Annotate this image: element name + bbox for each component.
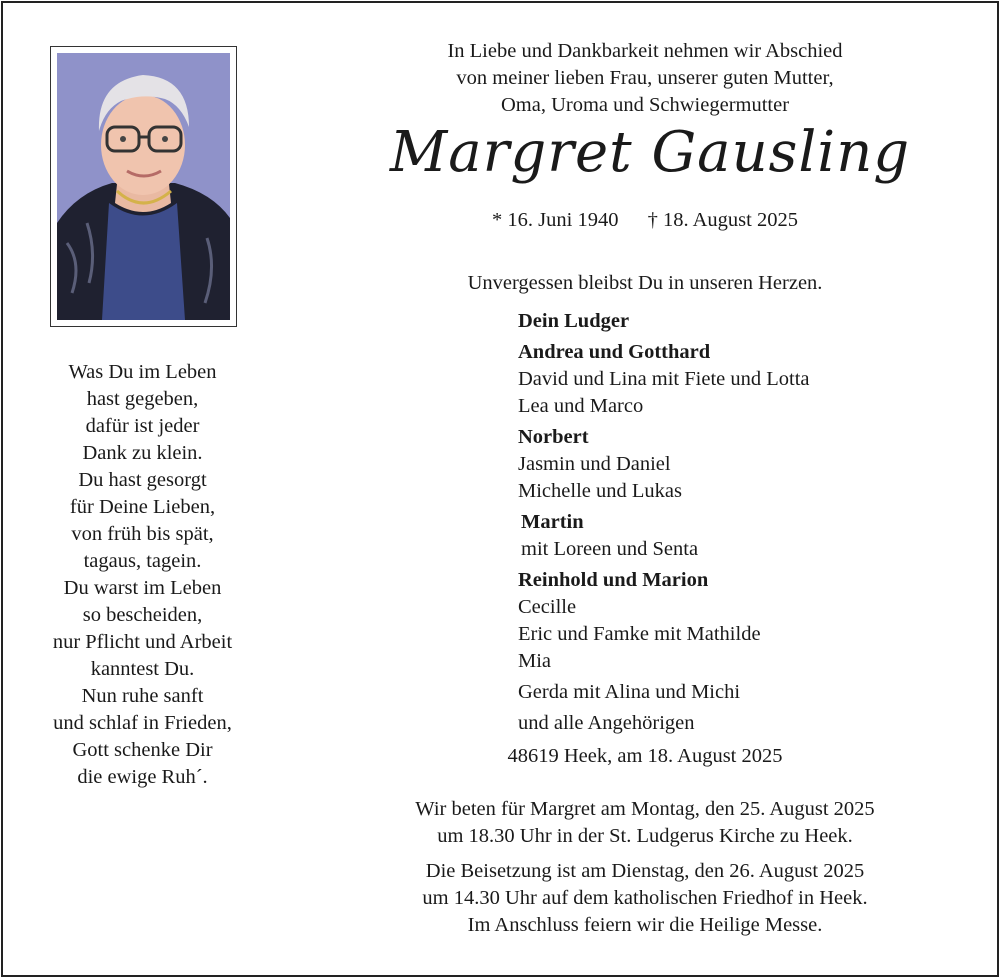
intro-line: In Liebe und Dankbarkeit nehmen wir Abschied bbox=[447, 40, 843, 62]
family-member-line: Michelle und Lukas bbox=[518, 480, 682, 502]
poem-line: hast gegeben, bbox=[86, 388, 199, 410]
poem-line: für Deine Lieben, bbox=[69, 496, 216, 518]
motto: Unvergessen bleibst Du in unseren Herzen. bbox=[467, 272, 823, 294]
family-member-line: mit Loreen und Senta bbox=[521, 538, 699, 560]
family-member-line: David und Lina mit Fiete und Lotta bbox=[518, 368, 810, 390]
poem-line: von früh bis spät, bbox=[71, 523, 214, 545]
portrait-illustration bbox=[57, 53, 230, 320]
family-member-heading: Norbert bbox=[518, 426, 589, 448]
burial-line: um 14.30 Uhr auf dem katholischen Friedhof in Heek. bbox=[422, 887, 868, 909]
service-line: Wir beten für Margret am Montag, den 25. August 2025 bbox=[415, 798, 875, 820]
life-dates bbox=[430, 209, 860, 232]
poem-line: Nun ruhe sanft bbox=[81, 685, 204, 707]
family-member-heading: Dein Ludger bbox=[518, 310, 630, 332]
poem-line: Dank zu klein. bbox=[82, 442, 203, 464]
poem-line: die ewige Ruh´. bbox=[77, 766, 208, 788]
poem-line: nur Pflicht und Arbeit bbox=[52, 631, 233, 653]
poem bbox=[30, 359, 255, 791]
burial-line: Die Beisetzung ist am Dienstag, den 26. August 2025 bbox=[425, 860, 865, 882]
burial-info bbox=[330, 858, 960, 939]
service-line: um 18.30 Uhr in der St. Ludgerus Kirche zu Heek. bbox=[437, 825, 853, 847]
deceased-name: Margret Gausling bbox=[389, 120, 911, 185]
poem-line: und schlaf in Frieden, bbox=[53, 712, 232, 734]
burial-line: Im Anschluss feiern wir die Heilige Messe. bbox=[467, 914, 823, 936]
intro-line: Oma, Uroma und Schwiegermutter bbox=[500, 94, 790, 116]
poem-line: Was Du im Leben bbox=[68, 361, 217, 383]
intro-text bbox=[330, 38, 960, 119]
service-info bbox=[330, 796, 960, 850]
family-member-line: Gerda mit Alina und Michi bbox=[518, 681, 741, 703]
portrait-photo bbox=[57, 53, 230, 320]
family-member-line: Eric und Famke mit Mathilde bbox=[518, 623, 761, 645]
family-member-line: Mia bbox=[518, 650, 552, 672]
poem-line: dafür ist jeder bbox=[85, 415, 200, 437]
birth-date: * 16. Juni 1940 bbox=[492, 209, 619, 231]
intro-line: von meiner lieben Frau, unserer guten Mutter, bbox=[456, 67, 834, 89]
family-member-line: Lea und Marco bbox=[518, 395, 644, 417]
portrait-frame bbox=[50, 46, 237, 327]
poem-line: tagaus, tagein. bbox=[83, 550, 202, 572]
family-member-line: Jasmin und Daniel bbox=[518, 453, 671, 475]
family-member-line: und alle Angehörigen bbox=[518, 712, 695, 734]
poem-line: Gott schenke Dir bbox=[72, 739, 213, 761]
poem-line: kanntest Du. bbox=[90, 658, 195, 680]
place-date: 48619 Heek, am 18. August 2025 bbox=[507, 745, 783, 767]
poem-line: so bescheiden, bbox=[82, 604, 203, 626]
family-member-line: Cecille bbox=[518, 596, 577, 618]
poem-line: Du hast gesorgt bbox=[78, 469, 207, 491]
family-member-heading: Martin bbox=[521, 511, 584, 533]
death-date: † 18. August 2025 bbox=[647, 209, 798, 231]
family-member-heading: Reinhold und Marion bbox=[518, 569, 709, 591]
family-member-heading: Andrea und Gotthard bbox=[518, 341, 711, 363]
poem-line: Du warst im Leben bbox=[63, 577, 222, 599]
